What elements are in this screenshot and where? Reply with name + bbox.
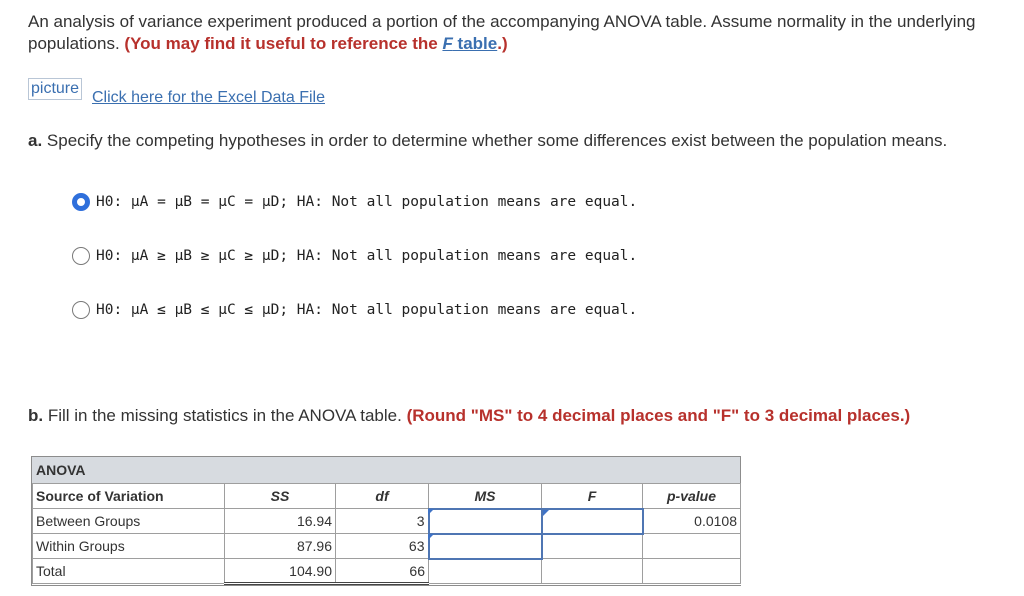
intro-text: An analysis of variance experiment produced a portion of the accompanying ANOVA table. Assume normality in the underlying populations. bbox=[28, 12, 976, 53]
part-a-text: Specify the competing hypotheses in order to determine whether some differences exist between the population means. bbox=[46, 131, 948, 150]
ms-between-input[interactable] bbox=[429, 509, 542, 534]
ms-cell-empty bbox=[429, 559, 542, 584]
p-value-cell: 0.0108 bbox=[643, 509, 741, 534]
ss-cell: 104.90 bbox=[225, 559, 336, 584]
header-ms: MS bbox=[429, 484, 542, 509]
part-a-label: a. bbox=[28, 131, 43, 150]
anova-title: ANOVA bbox=[36, 462, 86, 478]
source-cell: Within Groups bbox=[33, 534, 225, 559]
f-cell-empty bbox=[542, 559, 643, 584]
hypothesis-option-2[interactable] bbox=[72, 244, 637, 268]
rounding-instruction: (Round "MS" to 4 decimal places and "F" to 3 decimal places.) bbox=[406, 406, 911, 425]
ms-within-input[interactable] bbox=[429, 534, 542, 559]
hypothesis-option-3[interactable] bbox=[72, 298, 637, 322]
radio-selected[interactable] bbox=[72, 193, 90, 211]
f-cell-empty bbox=[542, 534, 643, 559]
option-text: H0: μA = μB = μC = μD; HA: Not all population means are equal. bbox=[96, 194, 638, 210]
anova-table bbox=[31, 456, 741, 586]
header-source: Source of Variation bbox=[33, 484, 225, 509]
ss-cell: 16.94 bbox=[225, 509, 336, 534]
hypothesis-option-1[interactable] bbox=[72, 190, 637, 214]
df-cell: 66 bbox=[336, 559, 429, 584]
problem-intro bbox=[28, 11, 988, 55]
header-ss: SS bbox=[225, 484, 336, 509]
df-cell: 3 bbox=[336, 509, 429, 534]
p-value-cell-empty bbox=[643, 534, 741, 559]
source-cell: Between Groups bbox=[33, 509, 225, 534]
excel-data-link[interactable]: Click here for the Excel Data File bbox=[92, 89, 325, 106]
ss-cell: 87.96 bbox=[225, 534, 336, 559]
radio-unselected[interactable] bbox=[72, 247, 90, 265]
p-value-cell-empty bbox=[643, 559, 741, 584]
table-header-row bbox=[33, 484, 741, 509]
part-b-text: Fill in the missing statistics in the ANOVA table. bbox=[47, 406, 402, 425]
picture-placeholder[interactable]: picture bbox=[28, 78, 82, 100]
f-input[interactable] bbox=[542, 509, 643, 534]
part-a-question bbox=[28, 130, 947, 152]
f-table-link[interactable]: F table bbox=[442, 34, 498, 53]
source-cell: Total bbox=[33, 559, 225, 584]
option-text: H0: μA ≤ μB ≤ μC ≤ μD; HA: Not all population means are equal. bbox=[96, 302, 638, 318]
table-row-total bbox=[33, 559, 741, 584]
df-cell: 63 bbox=[336, 534, 429, 559]
header-f: F bbox=[542, 484, 643, 509]
option-text: H0: μA ≥ μB ≥ μC ≥ μD; HA: Not all population means are equal. bbox=[96, 248, 638, 264]
radio-unselected[interactable] bbox=[72, 301, 90, 319]
reference-hint: (You may find it useful to reference the F table.) bbox=[124, 34, 508, 53]
header-p-value: p-value bbox=[643, 484, 741, 509]
table-row-within bbox=[33, 534, 741, 559]
header-df: df bbox=[336, 484, 429, 509]
table-row-between bbox=[33, 509, 741, 534]
part-b-label: b. bbox=[28, 406, 44, 425]
part-b-question bbox=[28, 405, 910, 427]
